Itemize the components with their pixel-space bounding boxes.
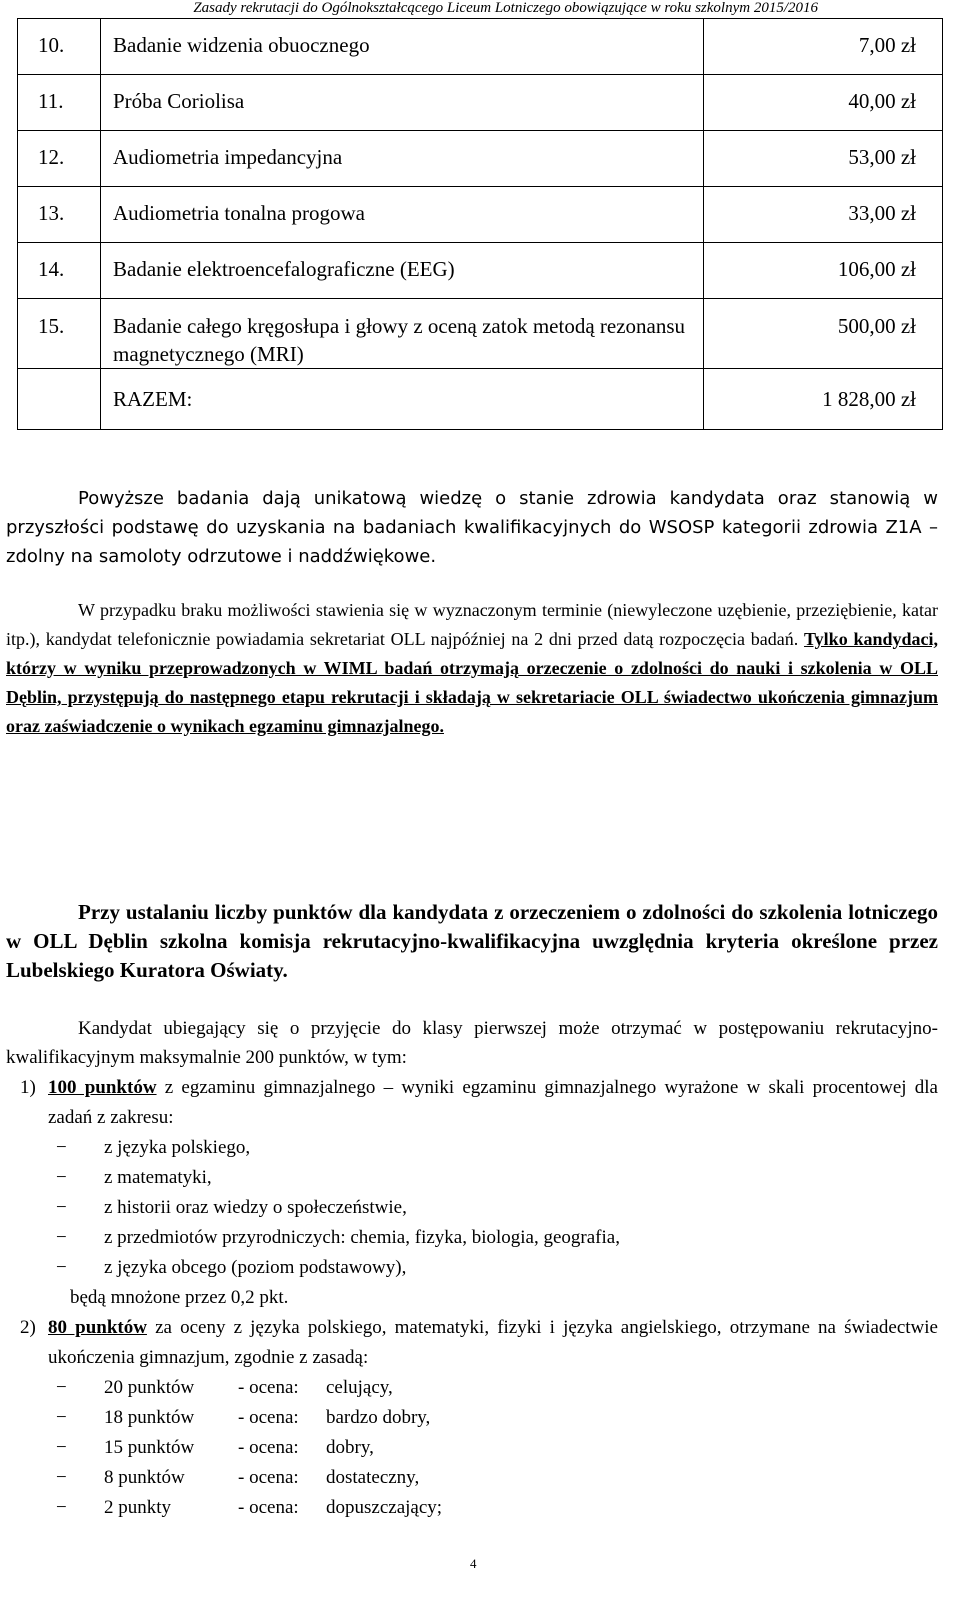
list-item <box>6 1073 938 1133</box>
table-row <box>18 19 943 75</box>
grade-name: dopuszczający; <box>326 1497 443 1518</box>
multiplier-note: będą mnożone przez 0,2 pkt. <box>70 1287 289 1308</box>
table-row <box>18 187 943 243</box>
row-name: Próba Coriolisa <box>101 75 704 131</box>
grade-name: dostateczny, <box>326 1467 420 1488</box>
total-empty-cell <box>18 369 101 430</box>
dash-bullet: − <box>56 1377 67 1398</box>
item-body <box>48 1313 938 1373</box>
grade-name: bardzo dobry, <box>326 1407 431 1428</box>
row-number: 12. <box>18 131 101 187</box>
subject-item <box>6 1133 938 1163</box>
row-price: 7,00 zł <box>704 19 943 75</box>
row-name: Badanie widzenia obuocznego <box>101 19 704 75</box>
grade-item <box>6 1463 938 1493</box>
page-header: Zasady rekrutacji do Ogólnokształcącego Liceum Lotniczego obowiązujące w roku szkolnym 2015/2016 <box>193 0 818 16</box>
dash-bullet: − <box>56 1137 67 1158</box>
row-number: 13. <box>18 187 101 243</box>
table-row <box>18 131 943 187</box>
grade-points: 2 punkty <box>104 1497 172 1518</box>
grade-label: - ocena: <box>238 1407 299 1428</box>
row-number: 11. <box>18 75 101 131</box>
dash-bullet: − <box>56 1167 67 1188</box>
subject-item <box>6 1223 938 1253</box>
item-number: 1) <box>20 1077 36 1098</box>
subject-text: z matematyki, <box>104 1167 212 1188</box>
row-price: 500,00 zł <box>704 299 943 369</box>
row-number: 10. <box>18 19 101 75</box>
table-row <box>18 75 943 131</box>
paragraph-health-knowledge: Powyższe badania dają unikatową wiedzę o stanie zdrowia kandydata oraz stanowią w przyszłości podstawę do uzyskania na badaniach kwalifikacyjnych do WSOSP kategorii zdrowia Z1A – zdolny na samoloty odrzutowe i naddźwiękowe. <box>6 488 938 567</box>
dash-bullet: − <box>56 1227 67 1248</box>
row-name: Audiometria impedancyjna <box>101 131 704 187</box>
grade-item <box>6 1433 938 1463</box>
grade-label: - ocena: <box>238 1497 299 1518</box>
item-text: z egzaminu gimnazjalnego – wyniki egzaminu gimnazjalnego wyrażone w skali procentowej dla zadań z zakresu: <box>48 1077 938 1128</box>
subject-item <box>6 1253 938 1283</box>
dash-bullet: − <box>56 1437 67 1458</box>
item-number: 2) <box>20 1317 36 1338</box>
dash-bullet: − <box>56 1407 67 1428</box>
grade-name: celujący, <box>326 1377 393 1398</box>
row-number: 14. <box>18 243 101 299</box>
table-row <box>18 299 943 369</box>
row-name: Audiometria tonalna progowa <box>101 187 704 243</box>
item-text: za oceny z języka polskiego, matematyki, fizyki i języka angielskiego, otrzymane na świadectwie ukończenia gimnazjum, zgodnie z zasadą: <box>48 1317 938 1368</box>
row-price: 40,00 zł <box>704 75 943 131</box>
grade-label: - ocena: <box>238 1437 299 1458</box>
item-body <box>48 1073 938 1133</box>
table-row <box>18 243 943 299</box>
total-row <box>18 369 943 430</box>
grade-points: 15 punktów <box>104 1437 195 1458</box>
grade-name: dobry, <box>326 1437 374 1458</box>
total-value: 1 828,00 zł <box>704 369 943 430</box>
dash-bullet: − <box>56 1467 67 1488</box>
grade-item <box>6 1403 938 1433</box>
row-name: Badanie całego kręgosłupa i głowy z oceną zatok metodą rezonansu magnetycznego (MRI) <box>101 299 704 369</box>
grade-label: - ocena: <box>238 1377 299 1398</box>
subject-item <box>6 1193 938 1223</box>
row-number: 15. <box>18 299 101 369</box>
subject-text: z historii oraz wiedzy o społeczeństwie, <box>104 1197 407 1218</box>
costs-table <box>17 18 943 430</box>
grade-points: 20 punktów <box>104 1377 195 1398</box>
grade-points: 18 punktów <box>104 1407 195 1428</box>
list-item <box>6 1313 938 1373</box>
paragraph-points-criteria: Przy ustalaniu liczby punktów dla kandydata z orzeczeniem o zdolności do szkolenia lotniczego w OLL Dęblin szkolna komisja rekrutacyjno-kwalifikacyjna uwzględnia kryteria określone przez Lubelskiego Kuratora Oświaty. <box>6 900 938 982</box>
row-name: Badanie elektroencefalograficzne (EEG) <box>101 243 704 299</box>
grade-points: 8 punktów <box>104 1467 185 1488</box>
grade-item <box>6 1373 938 1403</box>
item-points: 80 punktów <box>48 1317 147 1338</box>
paragraph-absence-notice <box>6 596 938 741</box>
total-label: RAZEM: <box>101 369 704 430</box>
row-price: 106,00 zł <box>704 243 943 299</box>
item-points: 100 punktów <box>48 1077 157 1098</box>
qualified-candidates-note: Tylko kandydaci, którzy w wyniku przeprowadzonych w WIML badań otrzymają orzeczenie o zdolności do nauki i szkolenia w OLL Dęblin, przystępują do następnego etapu rekrutacji i składają w sekretariacie OLL świadectwo ukończenia gimnazjum oraz zaświadczenie o wynikach egzaminu gimnazjalnego. <box>6 629 938 736</box>
subject-item <box>6 1163 938 1193</box>
subject-text: z przedmiotów przyrodniczych: chemia, fizyka, biologia, geografia, <box>104 1227 620 1248</box>
dash-bullet: − <box>56 1257 67 1278</box>
grade-label: - ocena: <box>238 1467 299 1488</box>
subject-text: z języka polskiego, <box>104 1137 251 1158</box>
absence-notice-text: W przypadku braku możliwości stawienia się w wyznaczonym terminie (niewyleczone uzębienie, przeziębienie, katar itp.), kandydat telefonicznie powiadamia sekretariat OLL najpóźniej na 2 dni przed datą rozpoczęcia badań. <box>6 600 938 649</box>
paragraph-max-points: Kandydat ubiegający się o przyjęcie do klasy pierwszej może otrzymać w postępowaniu rekrutacyjno-kwalifikacyjnym maksymalnie 200 punktów, w tym: <box>6 1018 938 1068</box>
points-list <box>6 1073 938 1523</box>
dash-bullet: − <box>56 1497 67 1518</box>
grade-item <box>6 1493 938 1523</box>
row-price: 53,00 zł <box>704 131 943 187</box>
dash-bullet: − <box>56 1197 67 1218</box>
subject-text: z języka obcego (poziom podstawowy), <box>104 1257 407 1278</box>
row-price: 33,00 zł <box>704 187 943 243</box>
page-number: 4 <box>470 1556 477 1571</box>
